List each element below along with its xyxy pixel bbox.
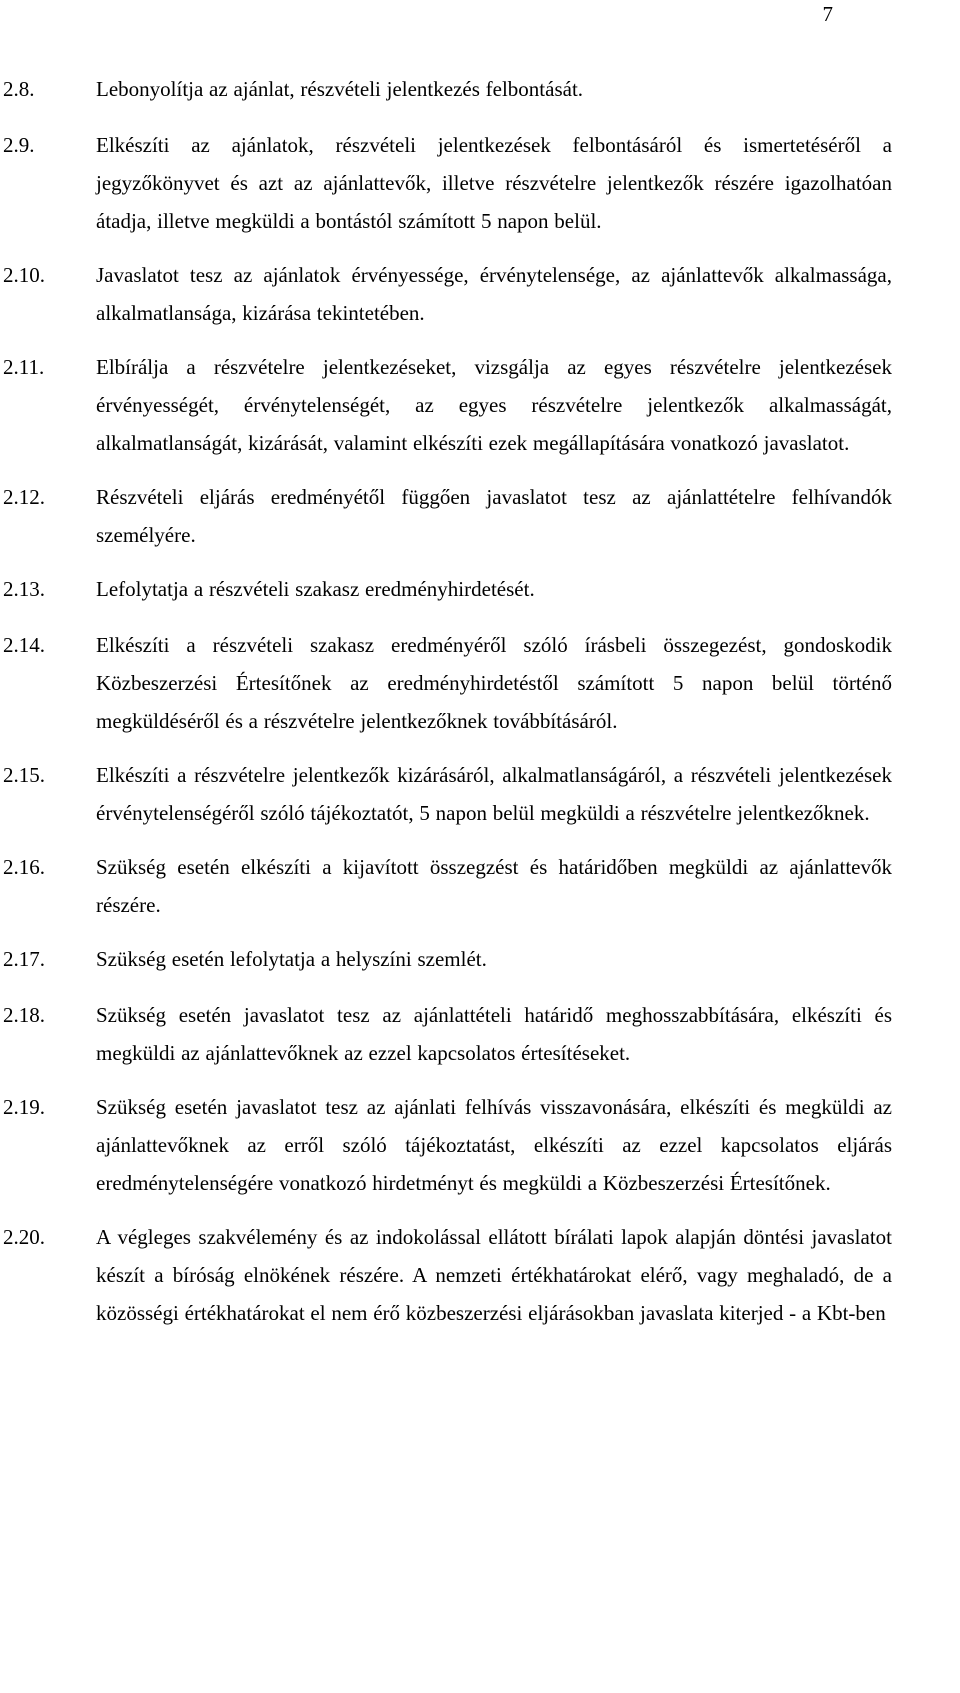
item-text: Lefolytatja a részvételi szakasz eredményhirdetését.: [96, 577, 535, 601]
document-body: [0, 70, 960, 1348]
item-text: Elkészíti a részvételre jelentkezők kizárásáról, alkalmatlanságáról, a részvételi jelentkezések érvénytelenségéről szóló tájékoztatót, 5 napon belül megküldi a részvételre jelentkezőknek.: [96, 763, 892, 825]
item-text: Szükség esetén elkészíti a kijavított összegzést és határidőben megküldi az ajánlattevők részére.: [96, 855, 892, 917]
item-text: Elkészíti az ajánlatok, részvételi jelentkezések felbontásáról és ismertetéséről a jegyzőkönyvet és azt az ajánlattevők, illetve részvételre jelentkezők részére igazolhatóan átadja, illetve megküldi a bontástól számított 5 napon belül.: [96, 133, 892, 233]
item-number: 2.13.: [3, 577, 45, 601]
list-item: [0, 848, 960, 924]
item-text: Elbírálja a részvételre jelentkezéseket, vizsgálja az egyes részvételre jelentkezések érvényességét, érvénytelenségét, az egyes részvételre jelentkezők alkalmasságát, alkalmatlanságát, kizárását, valamint elkészíti ezek megállapítására vonatkozó javaslatot.: [96, 355, 892, 455]
item-number: 2.17.: [3, 947, 45, 971]
item-text: Szükség esetén lefolytatja a helyszíni szemlét.: [96, 947, 487, 971]
list-item: [0, 1218, 960, 1332]
item-number: 2.20.: [3, 1225, 45, 1249]
item-number: 2.11.: [3, 355, 45, 379]
item-text: Részvételi eljárás eredményétől függően javaslatot tesz az ajánlattételre felhívandók személyére.: [96, 485, 892, 547]
item-text: Javaslatot tesz az ajánlatok érvényessége, érvénytelensége, az ajánlattevők alkalmassága, alkalmatlansága, kizárása tekintetében.: [96, 263, 892, 325]
item-text: Lebonyolítja az ajánlat, részvételi jelentkezés felbontását.: [96, 77, 584, 101]
list-item: [0, 1088, 960, 1202]
list-item: [0, 478, 960, 554]
page-number: 7: [822, 2, 833, 26]
item-number: 2.8.: [3, 77, 35, 101]
item-text: Szükség esetén javaslatot tesz az ajánlattételi határidő meghosszabbítására, elkészíti és megküldi az ajánlattevőknek az ezzel kapcsolatos értesítéseket.: [96, 1003, 892, 1065]
list-item: [0, 570, 960, 610]
item-number: 2.9.: [3, 133, 35, 157]
list-item: [0, 256, 960, 332]
item-number: 2.12.: [3, 485, 45, 509]
list-item: [0, 348, 960, 462]
item-number: 2.16.: [3, 855, 45, 879]
list-item: [0, 626, 960, 740]
item-number: 2.19.: [3, 1095, 45, 1119]
list-item: [0, 70, 960, 110]
list-item: [0, 756, 960, 832]
item-number: 2.18.: [3, 1003, 45, 1027]
item-text: A végleges szakvélemény és az indokolással ellátott bírálati lapok alapján döntési javaslatot készít a bíróság elnökének részére. A nemzeti értékhatárokat elérő, vagy meghaladó, de a közösségi értékhatárokat el nem érő közbeszerzési eljárásokban javaslata kiterjed - a Kbt-ben: [96, 1225, 892, 1325]
item-number: 2.14.: [3, 633, 45, 657]
item-number: 2.10.: [3, 263, 45, 287]
item-number: 2.15.: [3, 763, 45, 787]
item-text: Szükség esetén javaslatot tesz az ajánlati felhívás visszavonására, elkészíti és megküldi az ajánlattevőknek az erről szóló tájékoztatást, elkészíti az ezzel kapcsolatos eljárás eredménytelenségére vonatkozó hirdetményt és megküldi a Közbeszerzési Értesítőnek.: [96, 1095, 892, 1195]
item-text: Elkészíti a részvételi szakasz eredményéről szóló írásbeli összegezést, gondoskodik Közbeszerzési Értesítőnek az eredményhirdetéstől számított 5 napon belül történő megküldéséről és a részvételre jelentkezőknek továbbításáról.: [96, 633, 892, 733]
list-item: [0, 940, 960, 980]
list-item: [0, 996, 960, 1072]
list-item: [0, 126, 960, 240]
